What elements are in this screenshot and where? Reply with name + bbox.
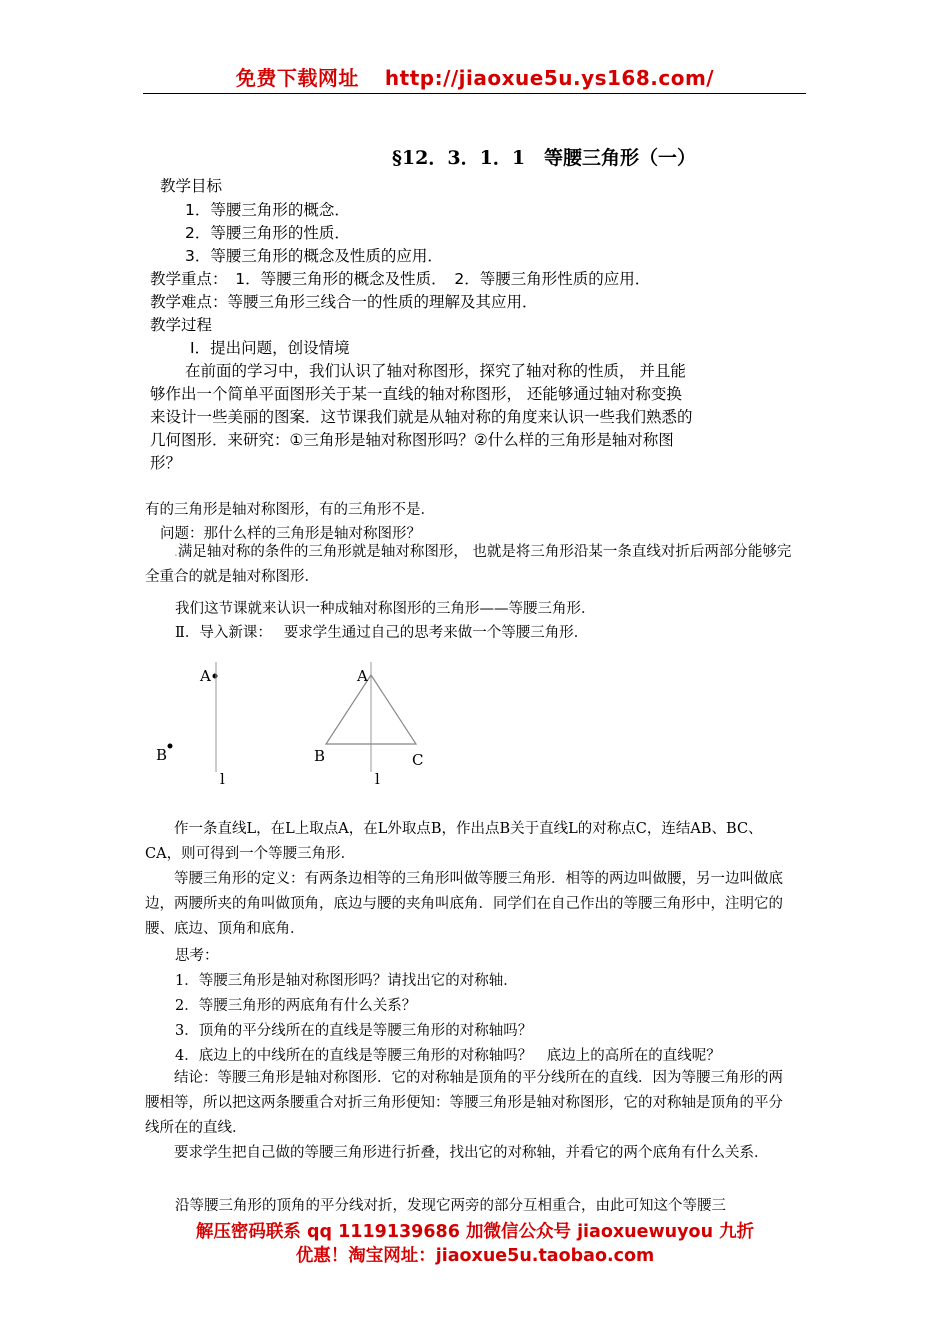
body-line: 问题：那什么样的三角形是轴对称图形？ [160,526,421,542]
label-point-a-left: A [200,667,211,685]
paragraph-condition: .满足轴对称的条件的三角形就是轴对称图形， 也就是将三角形沿某一条直线对折后两部分能够完全重合的就是轴对称图形． [145,544,792,585]
think-item: 3．顶角的平分线所在的直线是等腰三角形的对称轴吗？ [175,1023,533,1039]
page-header [0,62,950,91]
bullet-dot-icon: . [174,545,178,559]
label-line-l-triangle: l [375,770,380,788]
intro-line: 在前面的学习中，我们认识了轴对称图形，探究了轴对称的性质， 并且能 [185,362,686,380]
paragraph-conclusion: 结论：等腰三角形是轴对称图形．它的对称轴是顶角的平分线所在的直线．因为等腰三角形的两腰相等，所以把这两条腰重合对折三角形便知：等腰三角形是轴对称图形，它的对称轴是顶角的平分线所在的直线． [145,1070,783,1136]
paragraph-last: 沿等腰三角形的顶角的平分线对折，发现它两旁的部分互相重合，由此可知这个等腰三 [175,1198,726,1214]
think-item: 2．等腰三角形的两底角有什么关系？ [175,998,417,1014]
think-heading: 思考： [175,948,219,964]
header-url[interactable]: http://jiaoxue5u.ys168.com/ [384,66,715,90]
objectives-heading: 教学目标 [160,177,223,195]
objective-item: 3．等腰三角形的概念及性质的应用． [185,247,443,265]
intro-line: 形？ [150,454,182,472]
header-rule [143,93,806,94]
footer-line-1: 解压密码联系 qq 1119139686 加微信公众号 jiaoxuewuyou 九折 [195,1222,755,1242]
footer-line-2: 优惠！淘宝网址：jiaoxue5u.taobao.com [295,1246,655,1266]
section1-heading: Ⅰ．提出问题，创设情境 [190,339,350,357]
figure-isosceles-construction [150,660,450,800]
point-a-left [213,674,218,679]
think-item: 4．底边上的中线所在的直线是等腰三角形的对称轴吗？ 底边上的高所在的直线呢？ [175,1048,721,1064]
key-points: 教学重点： 1．等腰三角形的概念及性质． 2．等腰三角形性质的应用． [150,270,651,288]
lesson-title: §12．3．1．1 等腰三角形（一） [392,147,697,169]
body-line: 有的三角形是轴对称图形，有的三角形不是． [145,502,435,518]
intro-line: 够作出一个简单平面图形关于某一直线的轴对称图形， 还能够通过轴对称变换 [150,385,682,403]
intro-line: 几何图形．来研究：①三角形是轴对称图形吗？②什么样的三角形是轴对称图 [150,431,674,449]
think-item: 1．等腰三角形是轴对称图形吗？请找出它的对称轴． [175,973,518,989]
paragraph-construct: 作一条直线L，在L上取点A，在L外取点B，作出点B关于直线L的对称点C，连结AB、BC、CA，则可得到一个等腰三角形． [145,821,763,862]
label-tri-b: B [314,747,326,765]
label-tri-c: C [412,751,424,769]
point-b-left [168,744,173,749]
header-label: 免费下载网址 [235,66,359,90]
paragraph-definition: 等腰三角形的定义：有两条边相等的三角形叫做等腰三角形．相等的两边叫做腰，另一边叫做底边，两腰所夹的角叫做顶角，底边与腰的夹角叫底角．同学们在自己作出的等腰三角形中，注明它的腰、底边、顶角和底角． [145,871,783,937]
objective-item: 1．等腰三角形的概念． [185,201,350,219]
intro-line: 来设计一些美丽的图案．这节课我们就是从轴对称的角度来认识一些我们熟悉的 [150,408,693,426]
process-heading: 教学过程 [150,316,213,334]
difficulty: 教学难点：等腰三角形三线合一的性质的理解及其应用． [150,293,538,311]
label-tri-a: A [357,667,368,685]
section2-heading: Ⅱ．导入新课： 要求学生通过自己的思考来做一个等腰三角形． [175,625,589,641]
paragraph-fold: 要求学生把自己做的等腰三角形进行折叠，找出它的对称轴，并看它的两个底角有什么关系． [174,1145,769,1161]
paragraph-intro-iso: 我们这节课就来认识一种成轴对称图形的三角形——等腰三角形． [175,601,596,617]
label-point-b-left: B [156,746,168,764]
label-line-l-left: l [220,770,225,788]
objective-item: 2．等腰三角形的性质． [185,224,350,242]
